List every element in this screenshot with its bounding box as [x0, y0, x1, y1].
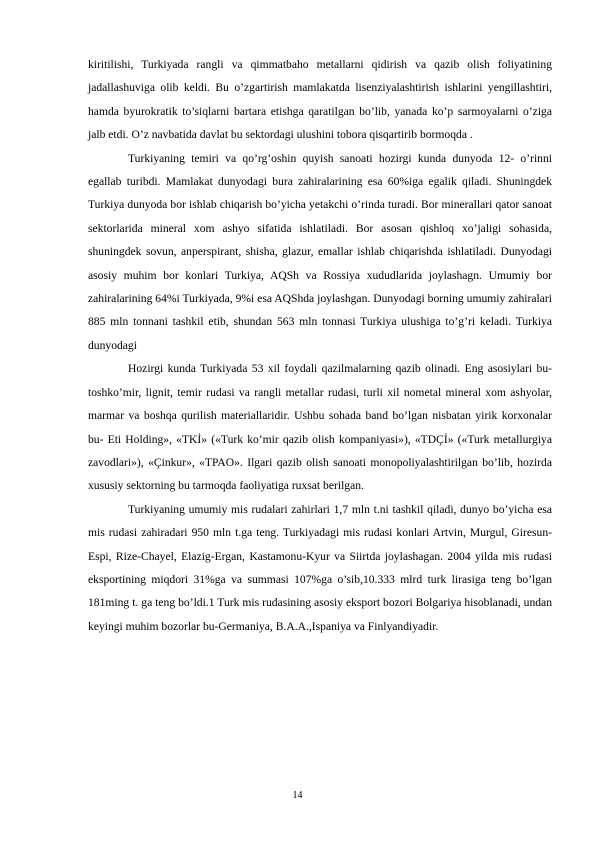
paragraph-mining-overview: Hozirgi kunda Turkiyada 53 xil foydali qazilmalarning qazib olinadi. Eng asosiylari bu-toshko’mir, lignit, temir rudasi va rangli metallar rudasi, turli xil nometal mineral xom ashyolar, marmar va boshqa qurilish materiallaridir. Ushbu sohada band bo’lgan nisbatan yirik korxonalar bu- Eti Holding», «TKİ» («Turk ko’mir qazib olish kompaniyasi»), «TDÇİ» («Turk metallurgiya zavodlari»), «Çinkur», «TPAO». Ilgari qazib olish sanoati monopoliyalashtirilgan bo’lib, hozirda xususiy sektorning bu tarmoqda faoliyatiga ruxsat berilgan. — [88, 362, 552, 493]
page-number: 14 — [292, 790, 303, 801]
paragraph-continuation: kiritilishi, Turkiyada rangli va qimmatbaho metallarni qidirish va qazib olish foliyatining jadallashuviga olib keldi. Bu o’zgartirish mamlakatda lisenziyalashtirish ishlarini yengillashtiri, hamda byurokratik to’siqlarni bartara etishga qaratilgan bo’lib, yanada ko’p sarmoyalarni o’ziga jalb etdi. O’z navbatida davlat bu sektordagi ulushini tobora qisqartirib bormoqda . — [88, 58, 552, 142]
paragraph-copper-reserves: Turkiyaning umumiy mis rudalari zahirlari 1,7 mln t.ni tashkil qiladi, dunyo bo’yicha esa mis rudasi zahiradari 950 mln t.ga teng. Turkiyadagi mis rudasi konlari Artvin, Murgul, Giresun-Espi, Rize-Chayel, Elazig-Ergan, Kastamonu-Kyur va Siirtda joylashagan. 2004 yilda mis rudasi eksportining miqdori 31%ga va summasi 107%ga o’sib,10.333 mlrd turk lirasiga teng bo’lgan 181ming t. ga teng bo’ldi.1 Turk mis rudasining asosiy eksport bozori Bolgariya hisoblanadi, undan keyingi muhim bozorlar bu-Germaniya, B.A.A.,Ispaniya va Finlyandiyadir. — [88, 502, 552, 633]
paragraph-bor-industry: Turkiyaning temiri va qo’rg’oshin quyish sanoati hozirgi kunda dunyoda 12- o’rinni egallab turibdi. Mamlakat dunyodagi bura zahiralarining esa 60%iga egalik qiladi. Shuningdek Turkiya dunyoda bor ishlab chiqarish bo’yicha yetakchi o’rinda turadi. Bor minerallari qator sanoat sektorlarida mineral xom ashyo sifatida ishlatiladi. Bor asosan qishloq xo’jaligi sohasida, shuningdek sovun, anperspirant, shisha, glazur, emallar ishlab chiqarishda ishlatiladi. Dunyodagi asosiy muhim bor konlari Turkiya, AQSh va Rossiya xududlarida joylashagn. Umumiy bor zahiralarining 64%i Turkiyada, 9%i esa AQShda joylashgan. Dunyodagi borning umumiy zahiralari 885 mln tonnani tashkil etib, shundan 563 mln tonnasi Turkiya ulushiga to’g’ri keladi. Turkiya dunyodagi — [88, 151, 552, 352]
document-body — [88, 53, 552, 638]
